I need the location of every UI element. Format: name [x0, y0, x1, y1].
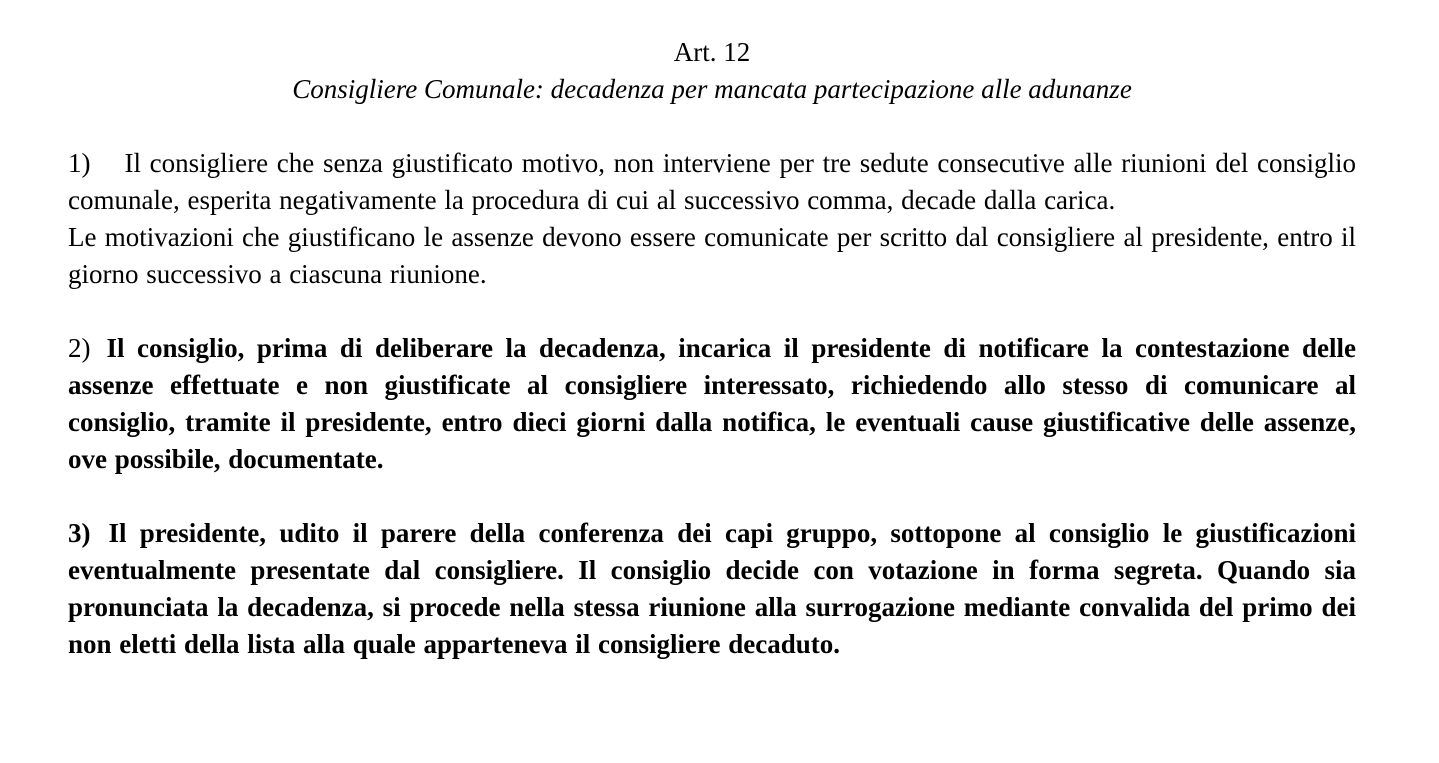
article-number: Art. 12 — [673, 37, 751, 67]
section-1-text-1: Il consigliere che senza giustificato motivo, non interviene per tre sedute consecutive alle riunioni del consiglio comunale, esperita negativamente la procedura di cui al successivo comma, decade dalla carica. — [68, 148, 1356, 215]
section-1-paragraph-2 — [68, 219, 1356, 293]
section-1 — [68, 145, 1356, 293]
section-3-text: Il presidente, udito il parere della conferenza dei capi gruppo, sottopone al consiglio le giustificazioni eventualmente presentate dal consigliere. Il consiglio decide con votazione in forma segreta. Quando sia pronunciata la decadenza, si procede nella stessa riunione alla surrogazione mediante convalida del primo dei non eletti della lista alla quale apparteneva il consigliere decaduto. — [68, 518, 1356, 659]
section-3-number: 3) — [68, 518, 91, 548]
spacer — [68, 478, 1356, 515]
document-page — [68, 34, 1356, 663]
section-2-paragraph — [68, 330, 1356, 478]
section-2-text: Il consiglio, prima di deliberare la decadenza, incarica il presidente di notificare la contestazione delle assenze effettuate e non giustificate al consigliere interessato, richiedendo allo stesso di comunicare al consiglio, tramite il presidente, entro dieci giorni dalla notifica, le eventuali cause giustificative delle assenze, ove possibile, documentate. — [68, 333, 1356, 474]
section-2-number: 2) — [68, 333, 91, 363]
spacer — [68, 293, 1356, 330]
section-1-text-2: Le motivazioni che giustificano le assenze devono essere comunicate per scritto dal consigliere al presidente, entro il giorno successivo a ciascuna riunione. — [68, 222, 1356, 289]
section-1-paragraph-1 — [68, 145, 1356, 219]
section-2 — [68, 330, 1356, 478]
section-3-paragraph — [68, 515, 1356, 663]
section-1-number: 1) — [68, 148, 91, 178]
article-title: Consigliere Comunale: decadenza per mancata partecipazione alle adunanze — [292, 74, 1132, 104]
section-3 — [68, 515, 1356, 663]
spacer — [68, 108, 1356, 145]
